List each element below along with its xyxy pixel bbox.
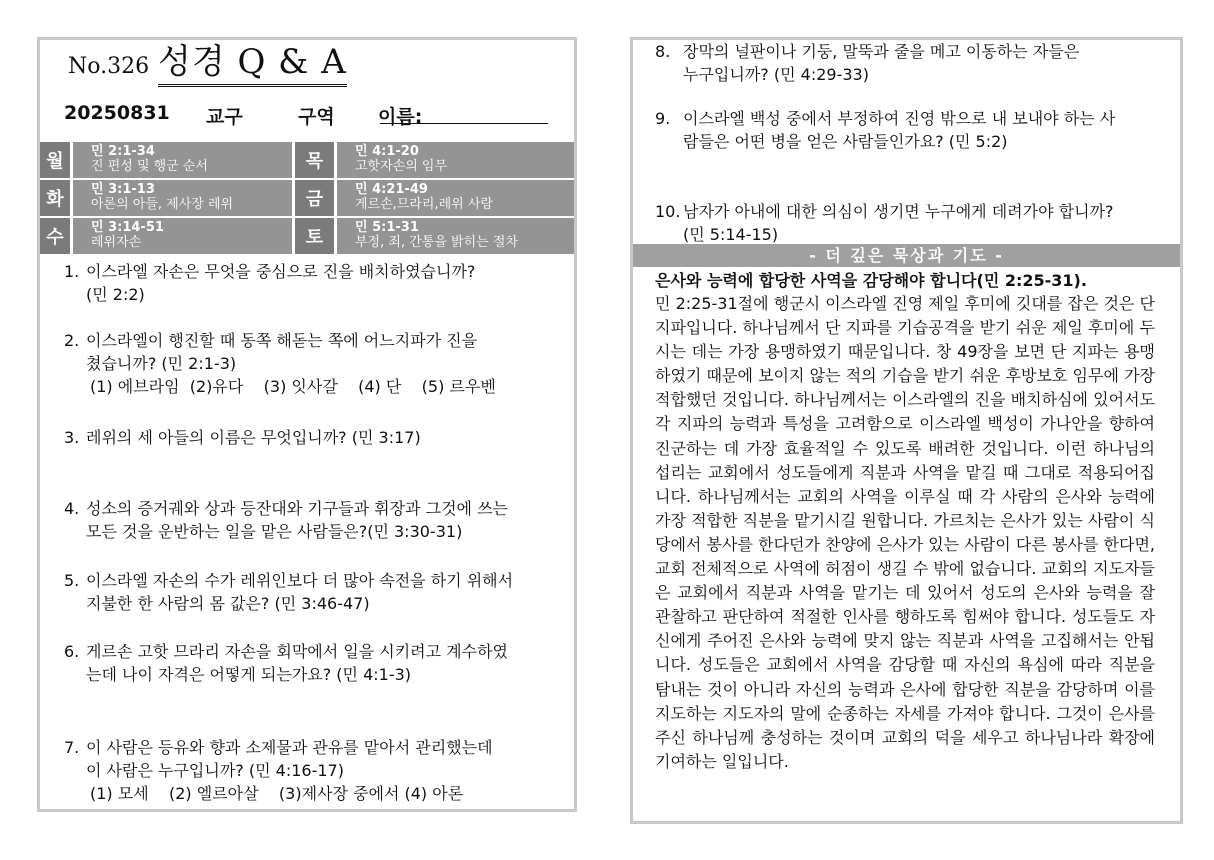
question-text: 이스라엘 백성 중에서 부정하여 진영 밖으로 내 보내야 하는 사: [683, 109, 1116, 128]
date-label: 20250831: [64, 102, 170, 124]
question-text: 남자가 아내에 대한 의심이 생기면 누구에게 데려가야 합니까?: [683, 202, 1114, 221]
schedule-day: 금: [295, 180, 337, 216]
schedule-topic: 레위자손: [91, 235, 142, 250]
question-5: [64, 569, 513, 615]
schedule-ref: 민 3:14-51: [91, 220, 164, 235]
left-page: [37, 37, 577, 812]
question-text: 쳤습니까? (민 2:1-3): [86, 354, 237, 373]
question-2: [64, 329, 496, 398]
question-text: 성소의 증거궤와 상과 등잔대와 기구들과 휘장과 그것에 쓰는: [86, 499, 509, 518]
schedule-day: 월: [40, 142, 73, 178]
question-text: 람들은 어떤 병을 얻은 사람들인가요? (민 5:2): [683, 132, 1008, 151]
issue-number: No.326: [68, 54, 150, 79]
guyeok-label: 구역: [298, 106, 335, 128]
gyogu-label: 교구: [206, 106, 243, 128]
question-number: 1.: [64, 262, 80, 281]
question-text: 레위의 세 아들의 이름은 무엇입니까? (민 3:17): [86, 428, 421, 447]
schedule-ref: 민 5:1-31: [355, 220, 419, 235]
schedule-cell: [73, 218, 295, 254]
question-text: 장막의 널판이나 기둥, 말뚝과 줄을 메고 이동하는 자들은: [683, 42, 1080, 61]
question-options: (1) 에브라임 (2)유다 (3) 잇사갈 (4) 단 (5) 르우벤: [90, 377, 496, 396]
meditation-banner: - 더 깊은 묵상과 기도 -: [633, 244, 1180, 267]
schedule-cell: [337, 142, 574, 178]
schedule-cell: [73, 180, 295, 216]
name-underline: [380, 123, 548, 124]
schedule-cell: [337, 180, 574, 216]
schedule-row: [40, 216, 574, 254]
schedule-ref: 민 2:1-34: [91, 144, 155, 159]
meditation-title: 은사와 능력에 합당한 사역을 감당해야 합니다(민 2:25-31).: [655, 271, 1087, 290]
schedule-day: 수: [40, 218, 73, 254]
question-text: 지불한 한 사람의 몸 값은? (민 3:46-47): [86, 594, 370, 613]
question-text: 게르손 고핫 므라리 자손을 회막에서 일을 시키려고 계수하였: [86, 642, 509, 661]
question-number: 7.: [64, 738, 80, 757]
schedule-day: 목: [295, 142, 337, 178]
schedule-topic: 아론의 아들, 제사장 레위: [91, 197, 234, 212]
question-text: 이스라엘 자손의 수가 레위인보다 더 많아 속전을 하기 위해서: [86, 571, 514, 590]
schedule-ref: 민 4:21-49: [355, 182, 428, 197]
schedule-row: [40, 178, 574, 216]
question-text: 이 사람은 등유와 향과 소제물과 관유를 맡아서 관리했는데: [86, 738, 493, 757]
schedule-ref: 민 3:1-13: [91, 182, 155, 197]
right-page: [630, 37, 1183, 824]
question-text: 모든 것을 운반하는 일을 맡은 사람들은?(민 3:30-31): [86, 522, 463, 541]
question-number: 6.: [64, 642, 80, 661]
question-1: [64, 260, 475, 306]
question-number: 9.: [655, 109, 671, 128]
question-9: [655, 107, 1175, 153]
question-text: (민 5:14-15): [683, 225, 779, 244]
page-title: 성경 Q & A: [158, 40, 347, 87]
schedule-topic: 부정, 죄, 간통을 밝히는 절차: [355, 235, 518, 250]
question-3: [64, 426, 421, 449]
schedule-day: 토: [295, 218, 337, 254]
question-number: 8.: [655, 42, 671, 61]
schedule-cell: [73, 142, 295, 178]
meditation-body: 민 2:25-31절에 행군시 이스라엘 진영 제일 후미에 깃대를 잡은 것은 단 지파입니다. 하나님께서 단 지파를 기습공격을 받기 쉬운 제일 후미에 두시는 데는 가장 용맹하였기 때문입니다. 창 49장을 보면 단 지파는 용맹하였기 때문에 보이지 않는 적의 기습을 받기 쉬운 후방보호 임무에 가장 적합했던 것입니다. 하나님께서는 이스라엘의 진을 배치하심에 있어서도 각 지파의 능력과 특성을 고려함으로 이스라엘 백성이 가나안을 향하여 진군하는 데 가장 효율적일 수 있도록 배려한 것입니다. 이런 하나님의 섭리는 교회에서 성도들에게 직분과 사역을 맡길 때 그대로 적용되어집니다. 하나님께서는 교회의 사역을 이루실 때 각 사람의 은사와 능력에 가장 적합한 직분을 맡기시길 원합니다. 가르치는 은사가 있는 사람이 식당에서 봉사를 한다던가 찬양에 은사가 있는 사람이 다른 봉사를 한다면, 교회 전체적으로 사역에 허점이 생길 수 밖에 없습니다. 교회의 지도자들은 교회에서 직분과 사역을 맡기는 데 있어서 성도의 은사와 능력을 잘 관찰하고 판단하여 적절한 인사를 행하도록 힘써야 합니다. 성도들도 자신에게 주어진 은사와 능력에 맞지 않는 직분과 사역을 고집해서는 안됩니다. 성도들은 교회에서 사역을 감당할 때 자신의 욕심에 따라 직분을 탐내는 것이 아니라 자신의 능력과 은사에 합당한 직분을 감당하며 이를 지도하는 지도자의 말에 순종하는 자세를 가져야 합니다. 그것이 은사를 주신 하나님께 충성하는 것이며 교회의 덕을 세우고 하나님나라 확장에 기여하는 일입니다.: [655, 294, 1155, 771]
schedule-topic: 게르손,므라리,레위 사람: [355, 197, 493, 212]
question-10: [655, 200, 1175, 246]
question-4: [64, 497, 508, 543]
schedule-ref: 민 4:1-20: [355, 144, 419, 159]
schedule-topic: 진 편성 및 행군 순서: [91, 159, 208, 174]
question-8: [655, 40, 1175, 86]
question-text: 이스라엘 자손은 무엇을 중심으로 진을 배치하였습니까?: [86, 262, 476, 281]
question-number: 2.: [64, 331, 80, 350]
question-text: 는데 나이 자격은 어떻게 되는가요? (민 4:1-3): [86, 665, 412, 684]
question-number: 10.: [655, 202, 681, 221]
question-text: (민 2:2): [86, 285, 145, 304]
schedule-cell: [337, 218, 574, 254]
name-label: 이름:: [378, 106, 423, 128]
reading-schedule: [40, 140, 574, 254]
question-text: 누구입니까? (민 4:29-33): [683, 65, 869, 84]
question-number: 3.: [64, 428, 80, 447]
question-text: 이스라엘이 행진할 때 동쪽 해돋는 쪽에 어느지파가 진을: [86, 331, 478, 350]
schedule-row: [40, 140, 574, 178]
schedule-day: 화: [40, 180, 73, 216]
question-number: 5.: [64, 571, 80, 590]
question-options: (1) 모세 (2) 엘르아살 (3)제사장 중에서 (4) 아론: [90, 784, 464, 803]
question-text: 이 사람은 누구입니까? (민 4:16-17): [86, 761, 344, 780]
question-7: [64, 736, 493, 805]
question-number: 4.: [64, 499, 80, 518]
schedule-topic: 고핫자손의 임무: [355, 159, 448, 174]
question-6: [64, 640, 508, 686]
